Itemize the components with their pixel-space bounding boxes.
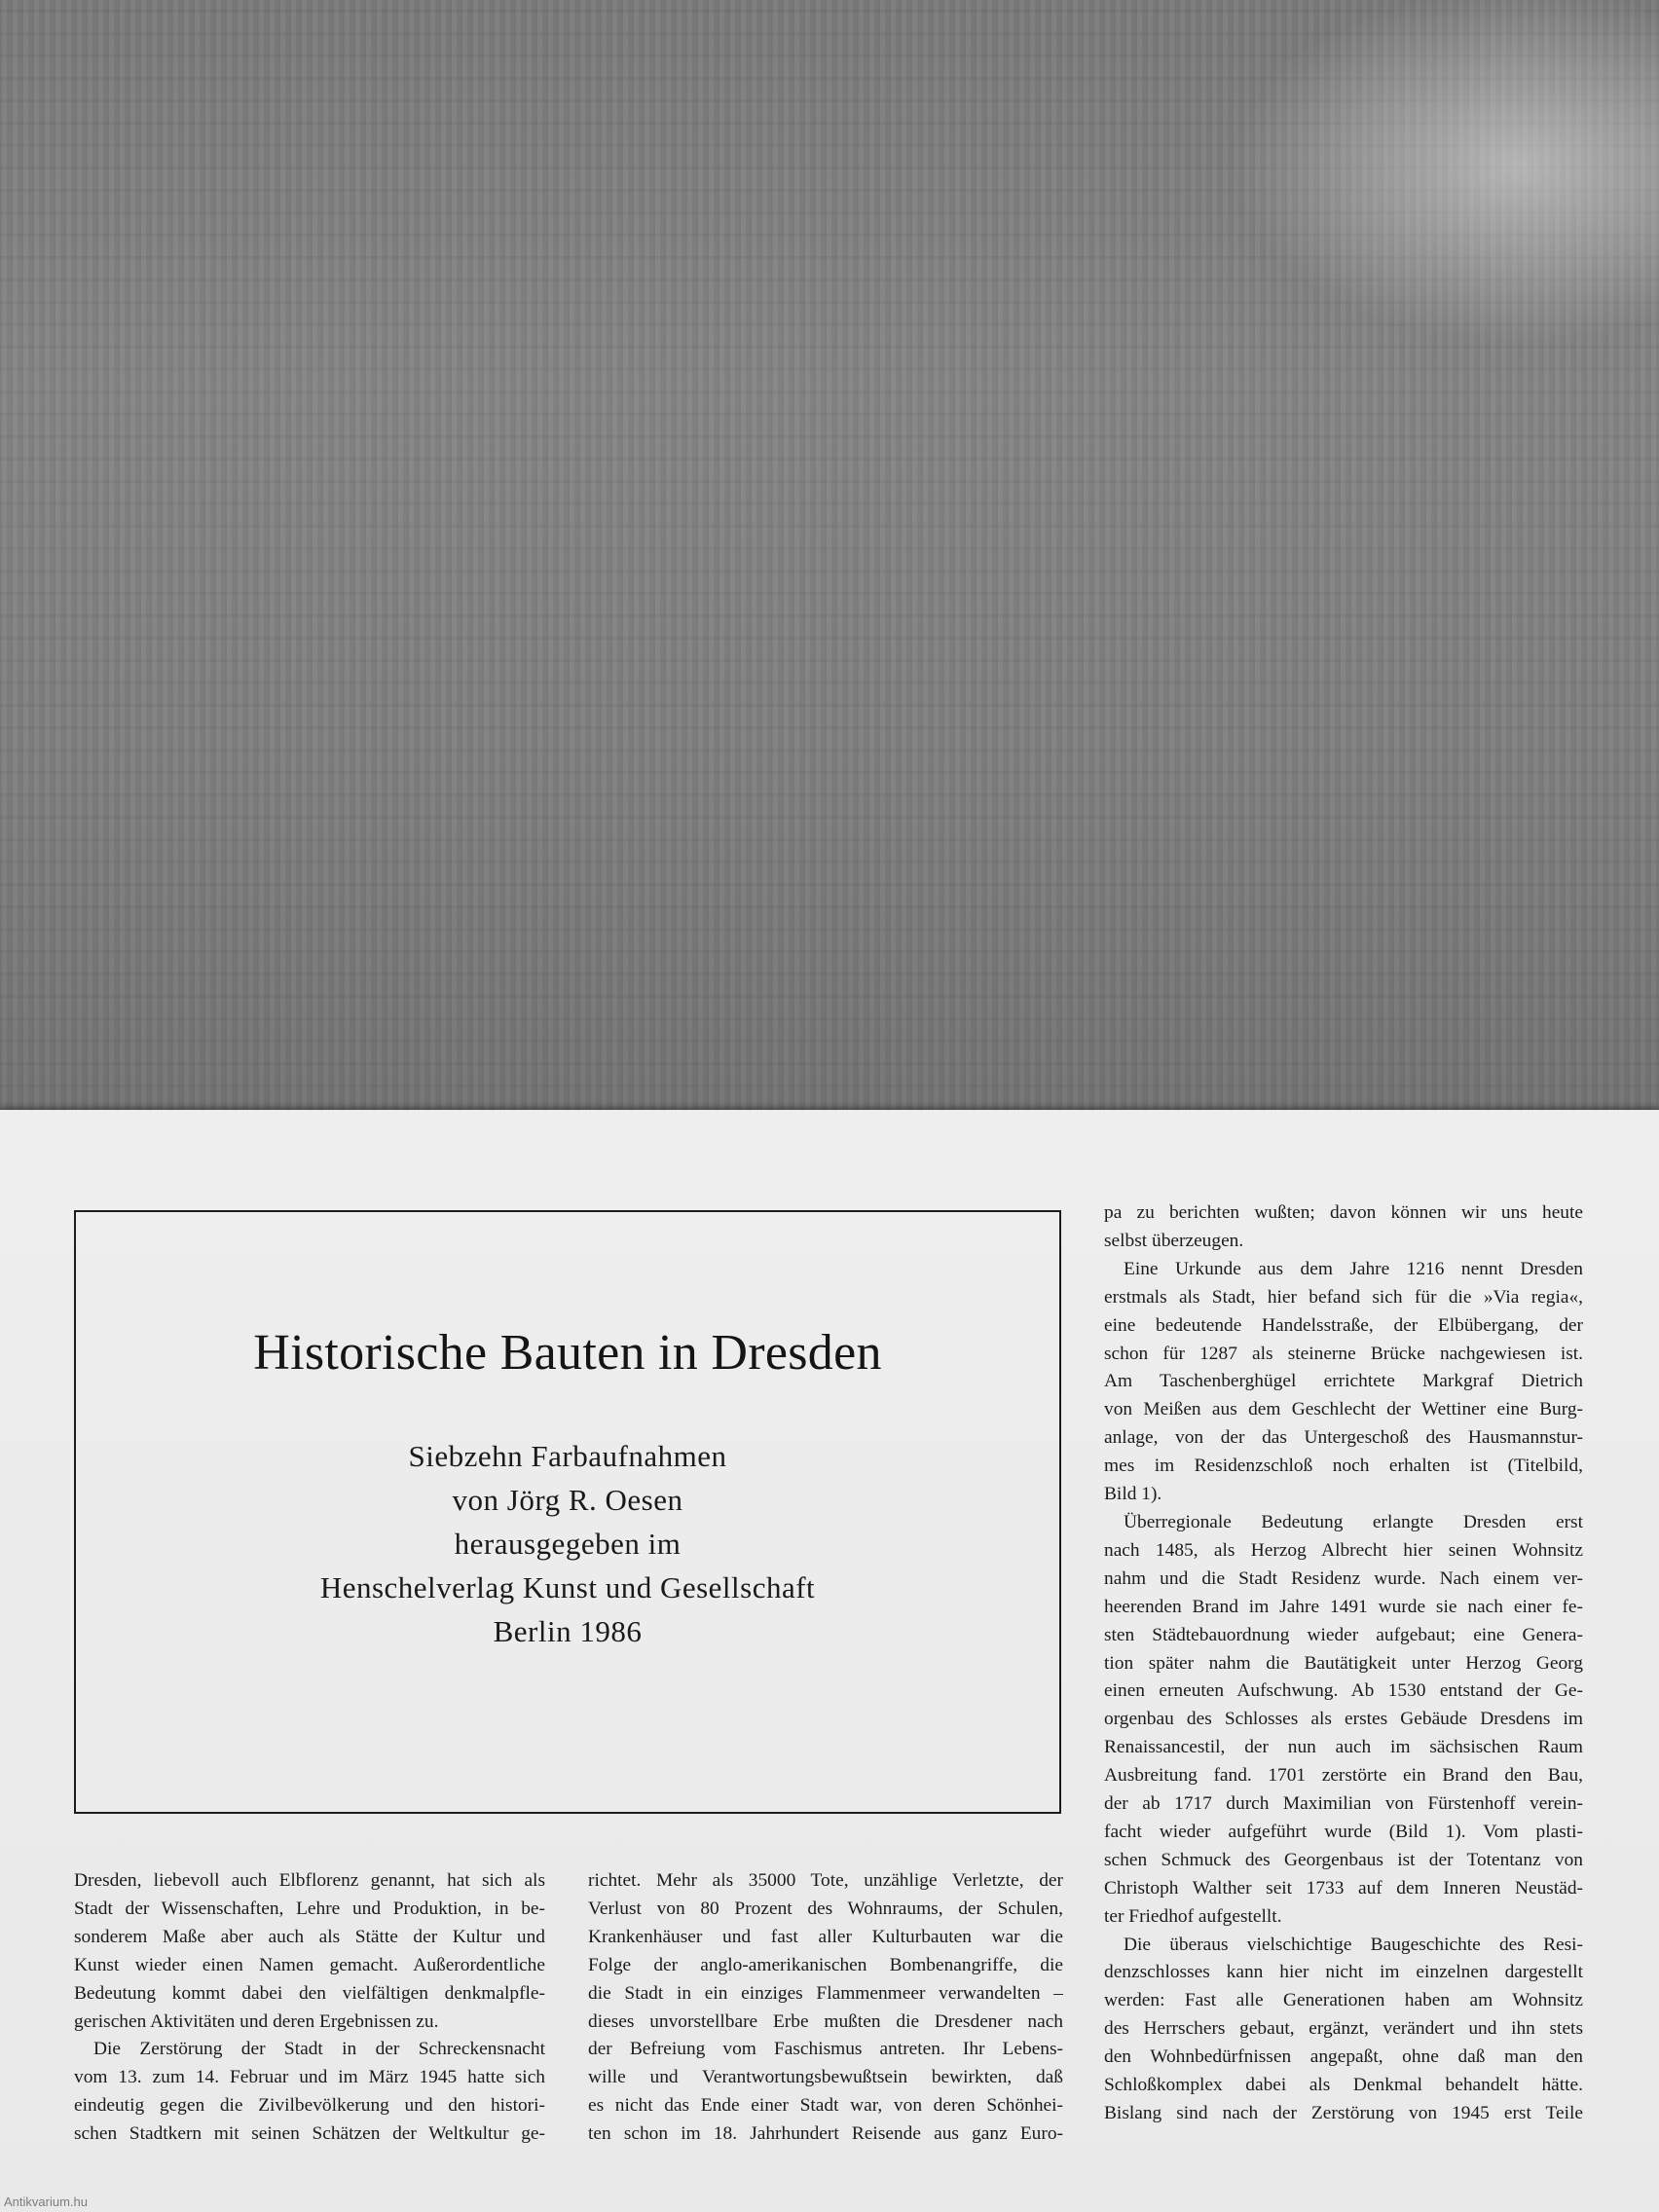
text-line: Verlust von 80 Prozent des Wohnraums, der Schulen, [588,1898,1063,1919]
text-column-middle [588,1867,1063,2149]
text-line: wille und Verantwortungsbewußtsein bewirkten, daß [588,2067,1063,2088]
publication-place-year: Berlin 1986 [493,1614,643,1648]
text-line: Krankenhäuser und fast aller Kulturbauten war die [588,1926,1063,1947]
text-line: den Wohnbedürfnissen angepaßt, ohne daß man den [1104,2046,1583,2068]
text-line: nahm und die Stadt Residenz wurde. Nach einem ver- [1104,1567,1583,1589]
text-line: Überregionale Bedeutung erlangte Dresden erst [1124,1511,1583,1532]
text-line: Renaissancestil, der nun auch im sächsischen Raum [1104,1737,1583,1758]
text-line: richtet. Mehr als 35000 Tote, unzählige Verletzte, der [588,1870,1063,1891]
text-line: von Meißen aus dem Geschlecht der Wettiner eine Burg- [1104,1399,1583,1420]
watermark: Antikvarium.hu [4,2194,88,2209]
text-line: Die Zerstörung der Stadt in der Schreckensnacht [93,2039,545,2060]
text-line: Kunst wieder einen Namen gemacht. Außerordentliche [74,1954,545,1975]
text-line: denzschlosses kann hier nicht im einzelnen dargestellt [1104,1962,1583,1983]
text-line: eindeutig gegen die Zivilbevölkerung und den histori- [74,2095,545,2117]
text-line: selbst überzeugen. [1104,1230,1244,1251]
text-line: Eine Urkunde aus dem Jahre 1216 nennt Dresden [1124,1258,1583,1279]
text-line: die Stadt in ein einziges Flammenmeer verwandelten – [588,1982,1063,2004]
text-line: Ausbreitung fand. 1701 zerstörte ein Brand den Bau, [1104,1765,1583,1787]
text-line: facht wieder aufgeführt wurde (Bild 1). Vom plasti- [1104,1821,1583,1842]
text-line: eine bedeutende Handelsstraße, der Elbübergang, der [1104,1314,1583,1336]
text-line: des Herrschers gebaut, ergänzt, verändert und ihn stets [1104,2018,1583,2040]
text-line: tion später nahm die Bautätigkeit unter Herzog Georg [1104,1652,1583,1674]
text-line: Schloßkomplex dabei als Denkmal behandelt hätte. [1104,2075,1583,2096]
text-line: sten Städtebauordnung wieder aufgebaut; eine Genera- [1104,1624,1583,1645]
text-line: heerenden Brand im Jahre 1491 wurde sie nach einer fe- [1104,1596,1583,1617]
text-column-right [1104,1199,1583,2128]
text-line: sonderem Maße aber auch als Stätte der Kultur und [74,1926,545,1947]
text-line: ten schon im 18. Jahrhundert Reisende aus ganz Euro- [588,2123,1063,2145]
text-line: Dresden, liebevoll auch Elbflorenz genannt, hat sich als [74,1870,545,1891]
text-line: einen erneuten Aufschwung. Ab 1530 entstand der Ge- [1104,1680,1583,1702]
text-line: Stadt der Wissenschaften, Lehre und Produktion, in be- [74,1898,545,1919]
text-line: vom 13. zum 14. Februar und im März 1945 hatte sich [74,2067,545,2088]
book-author: von Jörg R. Oesen [452,1483,683,1517]
text-line: Bild 1). [1104,1484,1162,1505]
book-subtitle: Siebzehn Farbaufnahmen [408,1439,727,1473]
text-line: Bislang sind nach der Zerstörung von 1945 erst Teile [1104,2103,1583,2123]
text-line: mes im Residenzschloß noch erhalten ist (Titelbild, [1104,1456,1583,1477]
text-line: der Befreiung vom Faschismus antreten. Ihr Lebens- [588,2039,1063,2060]
text-line: Christoph Walther seit 1733 auf dem Inneren Neustäd- [1104,1877,1583,1899]
text-line: schen Schmuck des Georgenbaus ist der Totentanz von [1104,1849,1583,1870]
text-line: pa zu berichten wußten; davon können wir uns heute [1104,1202,1583,1223]
book-title: Historische Bauten in Dresden [253,1325,882,1381]
text-line: orgenbau des Schlosses als erstes Gebäude Dresdens im [1104,1709,1583,1730]
text-line: gerischen Aktivitäten und deren Ergebnissen zu. [74,2010,439,2032]
text-line: nach 1485, als Herzog Albrecht hier seinen Wohnsitz [1104,1539,1583,1561]
text-line: ter Friedhof aufgestellt. [1104,1905,1282,1927]
text-line: werden: Fast alle Generationen haben am Wohnsitz [1104,1990,1583,2011]
text-line: schen Stadtkern mit seinen Schätzen der Weltkultur ge- [74,2123,545,2145]
text-line: der ab 1717 durch Maximilian von Fürstenhoff verein- [1104,1793,1583,1815]
text-line: Am Taschenberghügel errichtete Markgraf Dietrich [1104,1371,1583,1392]
text-line: es nicht das Ende einer Stadt war, von deren Schönhei- [588,2095,1063,2117]
text-line: anlage, von der das Untergeschoß des Hausmannstur- [1104,1427,1583,1449]
text-line: Bedeutung kommt dabei den vielfältigen denkmalpfle- [74,1982,545,2004]
editor-line: herausgegeben im [454,1527,682,1561]
title-frame [74,1210,1061,1814]
text-column-left [74,1867,545,2149]
text-line: Die überaus vielschichtige Baugeschichte des Resi- [1124,1934,1583,1955]
text-line: dieses unvorstellbare Erbe mußten die Dresdener nach [588,2010,1063,2032]
text-line: erstmals als Stadt, hier befand sich für die »Via regia«, [1104,1286,1583,1308]
publisher-name: Henschelverlag Kunst und Gesellschaft [319,1570,816,1604]
text-line: schon für 1287 als steinerne Brücke nachgewiesen ist. [1104,1343,1583,1364]
text-line: Folge der anglo-amerikanischen Bombenangriffe, die [588,1954,1063,1975]
